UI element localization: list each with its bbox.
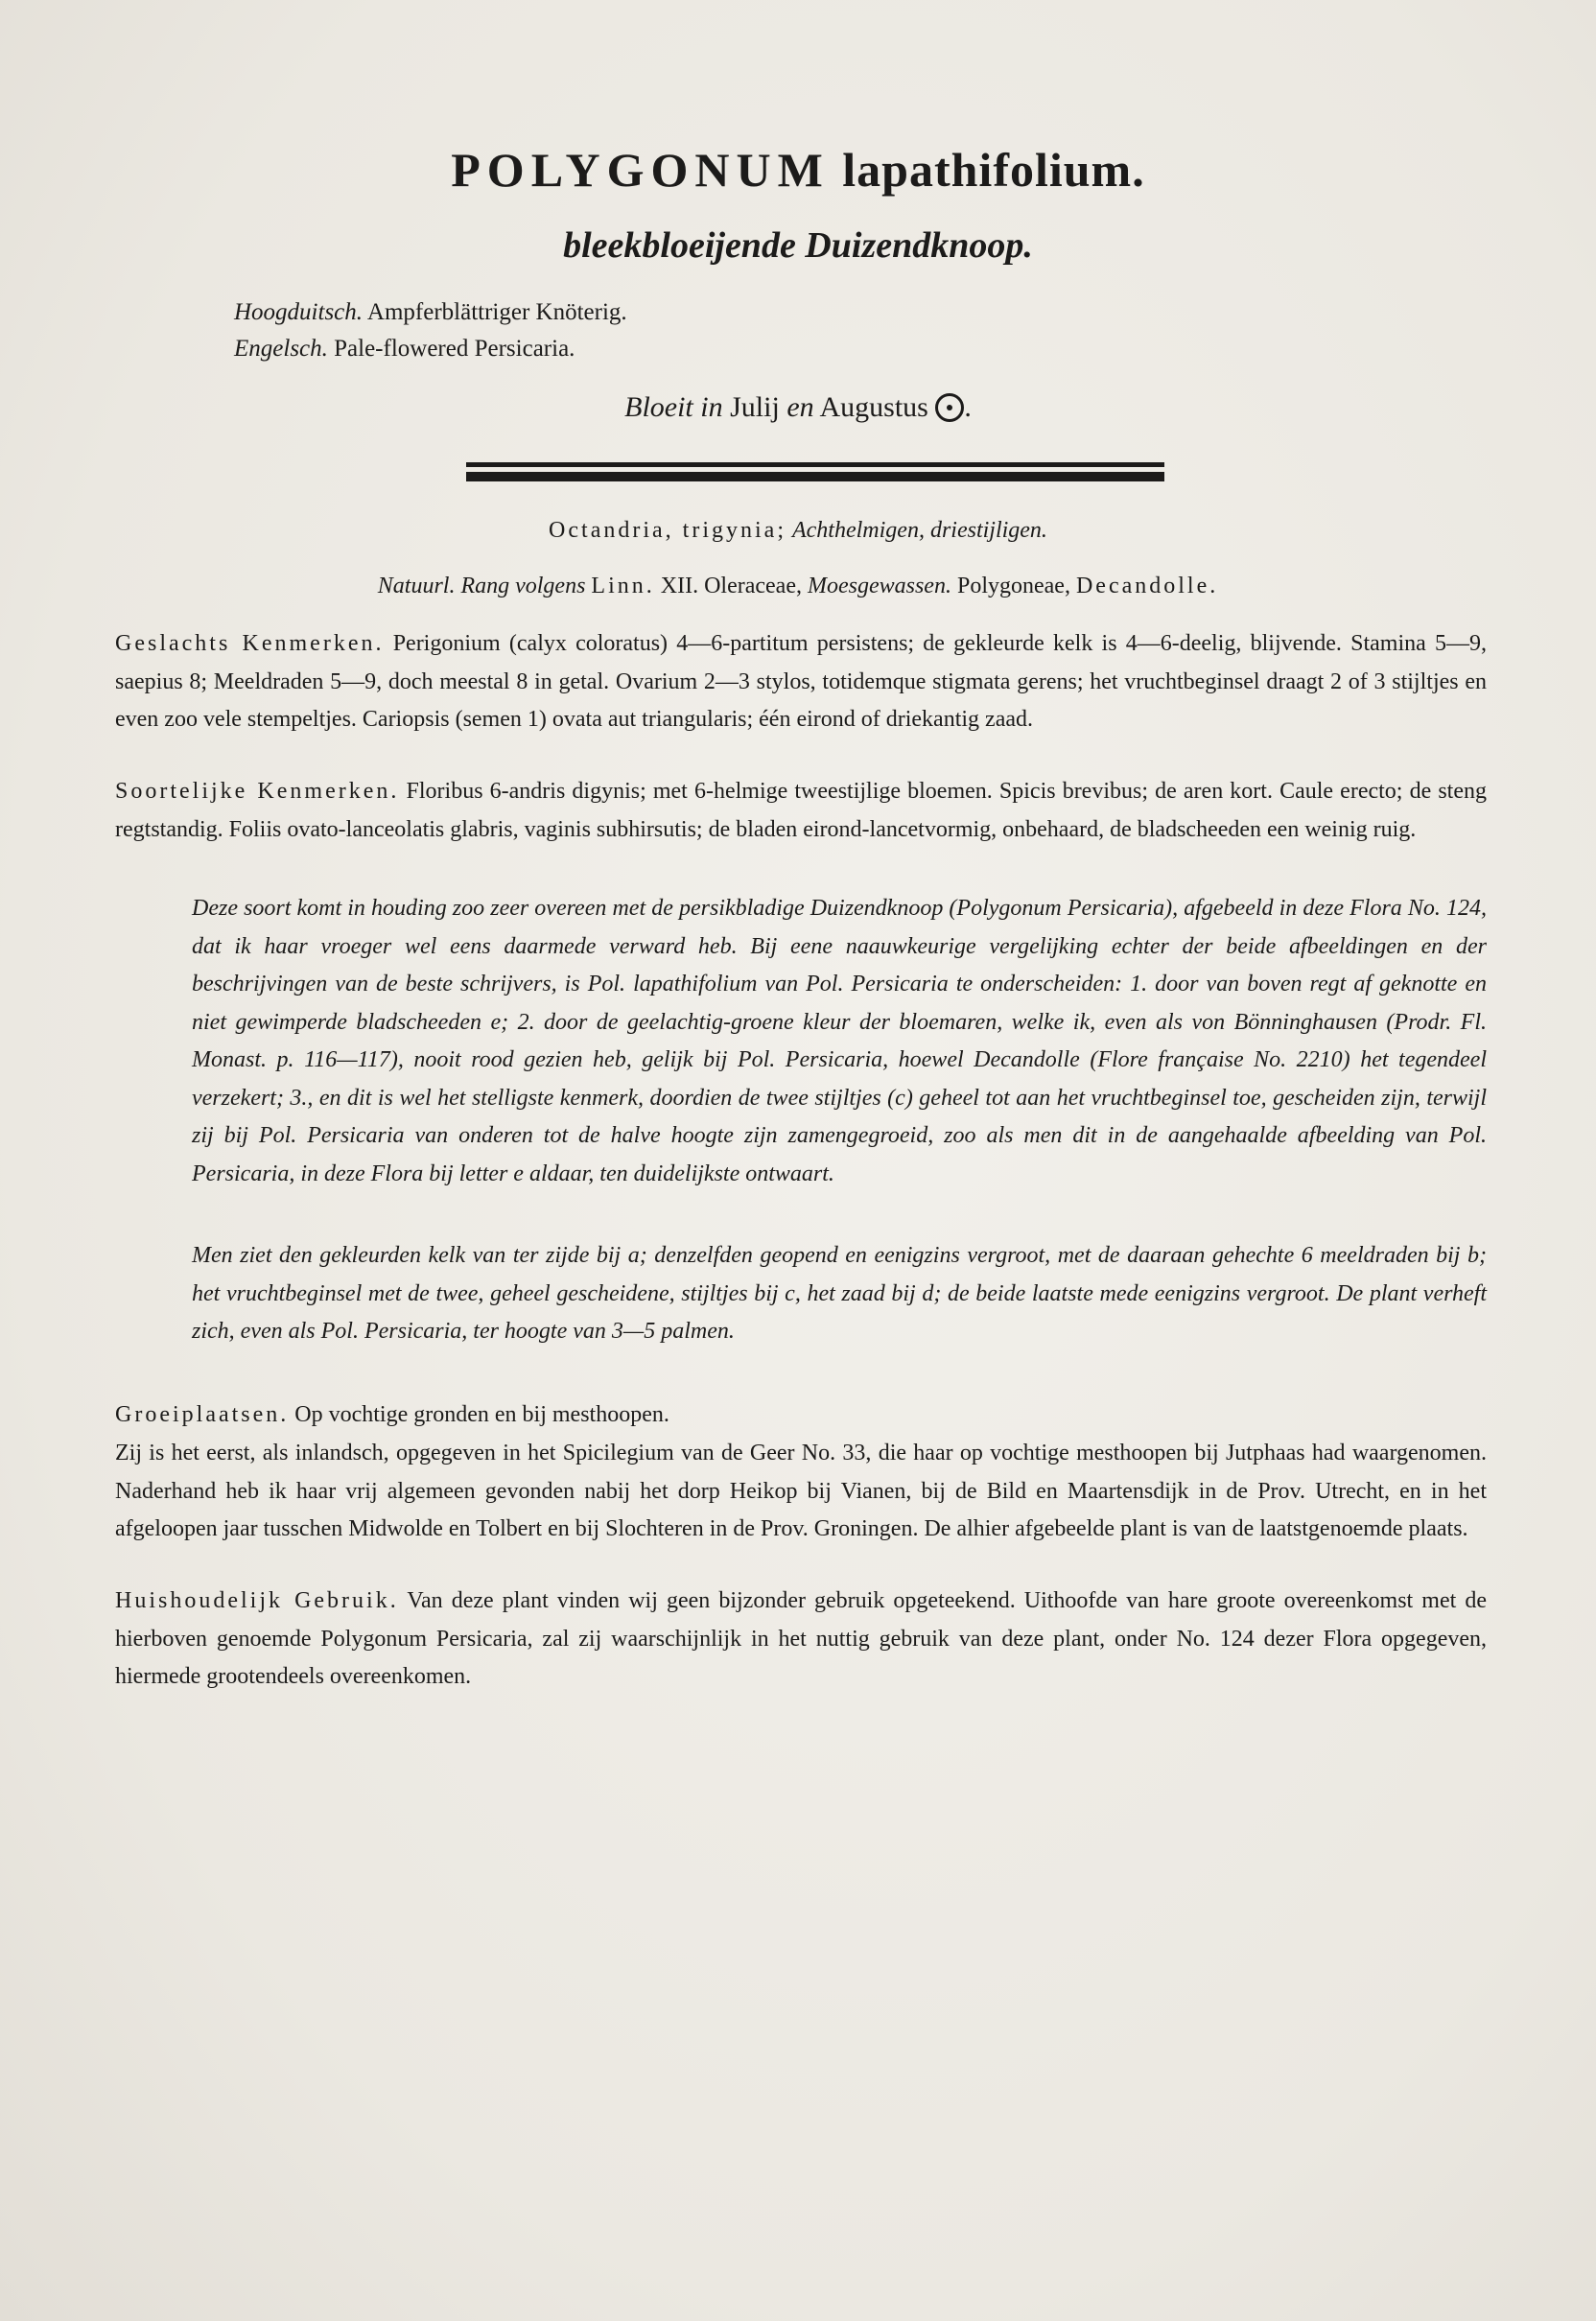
annual-symbol-icon: [935, 393, 964, 422]
section-text: Van deze plant vinden wij geen bijzonder gebruik opgeteekend. Uithoofde van hare groote overeenkomst met de hierboven genoemde Polygonum Persicaria, zal zij waarschijnlijk in het nuttig gebruik van deze plant, onder No. 124 dezer Flora opgegeven, hiermede grootendeels overeenkomen.: [115, 1588, 1488, 1689]
dutch-class: Achthelmigen, driestijligen.: [791, 518, 1047, 543]
habitat: [115, 1396, 1487, 1435]
bloom-word: Julij: [730, 391, 780, 423]
household-use: [115, 1582, 1487, 1697]
linnaean-class: Octandria, trigynia;: [549, 518, 786, 543]
title-species: lapathifolium.: [842, 143, 1145, 197]
section-text: Floribus 6-andris digynis; met 6-helmige tweestijlige bloemen. Spicis brevibus; de aren kort. Caule erecto; de steng regtstandig. Foliis ovato-lanceolatis glabris, vaginis subhirsutis; de bladen eirond-lancetvormig, onbehaard, de bladscheeden een weinig ruig.: [115, 779, 1488, 842]
vernacular-lang: Hoogduitsch.: [234, 299, 364, 325]
note-paragraph: Men ziet den gekleurden kelk van ter zijde bij a; denzelfden geopend en eenigzins vergroot, met de daaraan gehechte 6 meeldraden bij b; het vruchtbeginsel met de twee, geheel gescheidene, stijltjes bij c, het zaad bij d; de beide laatste mede eenigzins vergroot. De plant verheft zich, even als Pol. Persicaria, ter hoogte van 3—5 palmen.: [192, 1243, 1487, 1344]
discovery-paragraph: Zij is het eerst, als inlandsch, opgegeven in het Spicilegium van de Geer No. 33, die haar op vochtige mesthoopen bij Jutphaas had waargenomen. Naderhand heb ik haar vrij algemeen gevonden nabij het dorp Heikop bij Vianen, bij de Bild en Maartensdijk in de Prov. Utrecht, en in het afgeloopen jaar tusschen Midwolde en Tolbert en bij Slochteren in de Prov. Groningen. De alhier afgebeelde plant is van de laatstgenoemde plaats.: [115, 1441, 1487, 1541]
divider-rule: [466, 472, 1164, 481]
rank-text: XII. Oleraceae,: [660, 574, 802, 598]
page-subtitle: bleekbloeijende Duizendknoop.: [563, 225, 1033, 266]
bloom-period: [0, 391, 1596, 424]
rank-family: Polygoneae,: [956, 574, 1070, 598]
section-heading: Soortelijke Kenmerken.: [115, 779, 400, 804]
vernacular-lang: Engelsch.: [234, 336, 328, 362]
rank-dutch: Moesgewassen.: [807, 574, 951, 598]
bloom-word: Bloeit: [624, 391, 693, 423]
section-heading: Geslachts Kenmerken.: [115, 631, 385, 656]
natural-rank-line: [0, 574, 1596, 599]
title-genus: POLYGONUM: [451, 143, 830, 197]
divider-rule: [466, 462, 1164, 467]
bloom-word: .: [964, 391, 972, 423]
bloom-word: en: [786, 391, 814, 423]
rank-author: Linn.: [591, 574, 655, 598]
page-title: [0, 142, 1596, 198]
section-text: Perigonium (calyx coloratus) 4—6-partitum persistens; de gekleurde kelk is 4—6-deelig, blijvende. Stamina 5—9, saepius 8; Meeldraden 5—9, doch meestal 8 in getal. Ovarium 2—3 stylos, totidemque stigmata gerens; het vruchtbeginsel draagt 2 of 3 stijltjes en even zoo vele stempeltjes. Cariopsis (semen 1) ovata aut triangularis; één eirond of driekantig zaad.: [115, 631, 1487, 732]
species-characters: [115, 773, 1487, 849]
note-paragraph: Deze soort komt in houding zoo zeer overeen met de persikbladige Duizendknoop (Polygonum Persicaria), afgebeeld in deze Flora No. 124, dat ik haar vroeger wel eens daarmede verward heb. Bij eene naauwkeurige vergelijking echter der beide afbeeldingen en der beschrijvingen van de beste schrijvers, is Pol. lapathifolium van Pol. Persicaria te onderscheiden: 1. door van boven regt af geknotte en niet gewimperde bladscheeden e; 2. door de geelachtig-groene kleur der bloemaren, welke ik, even als von Bönninghausen (Prodr. Fl. Monast. p. 116—117), nooit rood gezien heb, gelijk bij Pol. Persicaria, hoewel Decandolle (Flore française No. 2210) het tegendeel verzekert; 3., en dit is wel het stelligste kenmerk, doordien de twee stijltjes (c) geheel tot aan het vruchtbeginsel toe, gescheiden zijn, terwijl zij bij Pol. Persicaria van onderen tot de halve hoogte zijn zamengegroeid, zoo als men dit in de aangehaalde afbeelding van Pol. Persicaria, in deze Flora bij letter e aldaar, ten duidelijkste ontwaart.: [192, 896, 1487, 1186]
vernacular-name: Pale-flowered Persicaria.: [334, 336, 575, 362]
section-heading: Groeiplaatsen.: [115, 1402, 290, 1427]
genus-characters: [115, 625, 1487, 739]
vernacular-name: Ampferblättriger Knöterig.: [366, 299, 627, 325]
bloom-word: Augustus: [819, 391, 928, 423]
vernacular-english: [234, 336, 575, 363]
bloom-word: in: [700, 391, 723, 423]
section-text: Op vochtige gronden en bij mesthoopen.: [294, 1402, 669, 1427]
rank-text: Natuurl. Rang volgens: [377, 574, 586, 598]
rank-author: Decandolle.: [1075, 574, 1219, 598]
classification-line: [0, 518, 1596, 544]
section-heading: Huishoudelijk Gebruik.: [115, 1588, 399, 1613]
vernacular-german: [234, 299, 627, 326]
